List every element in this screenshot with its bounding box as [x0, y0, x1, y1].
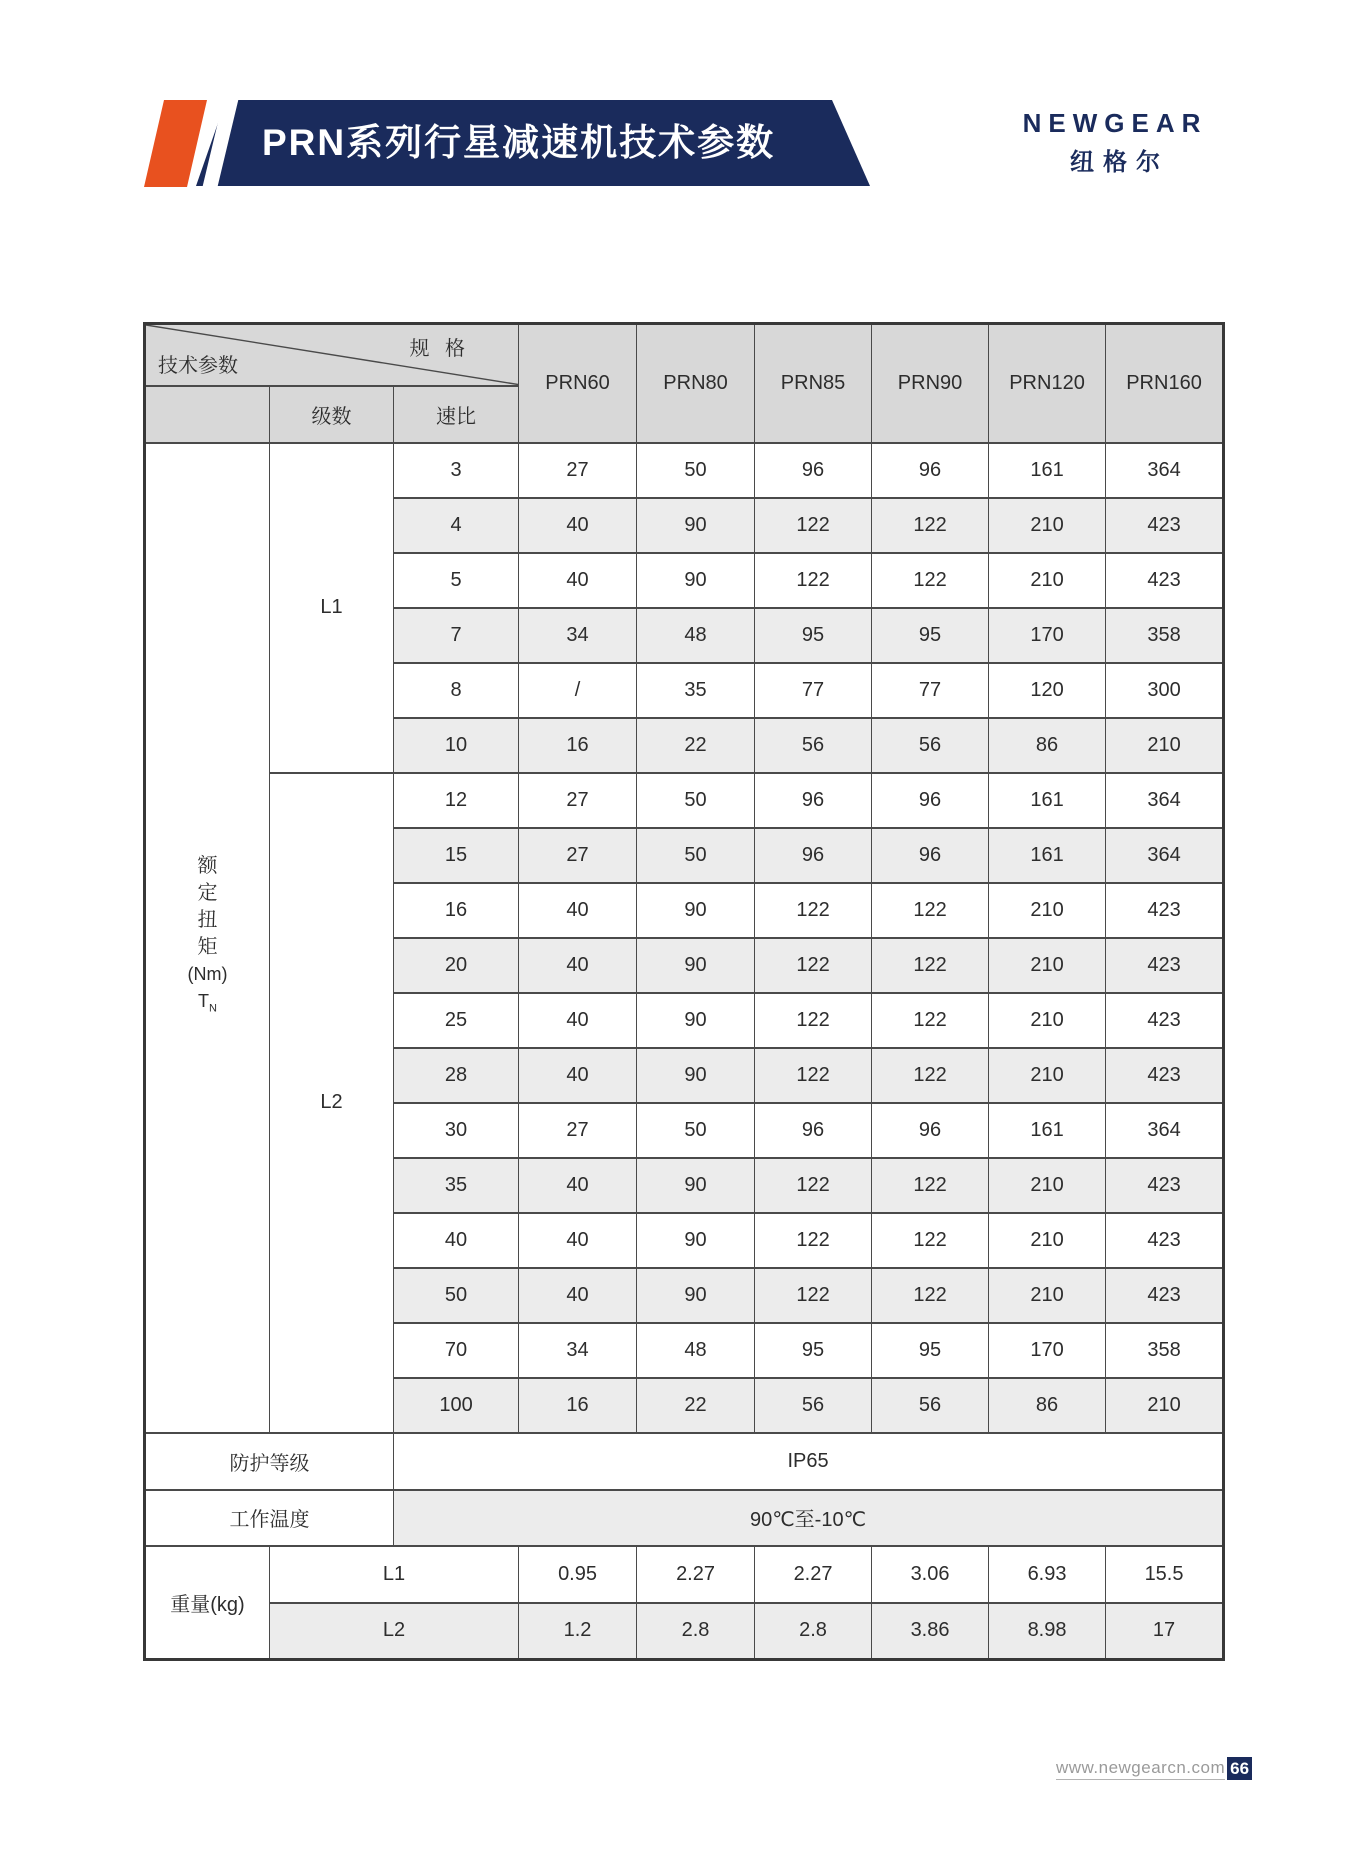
model-header-prn90: PRN90 — [872, 324, 989, 443]
torque-value: 90 — [637, 993, 755, 1048]
torque-value: 161 — [989, 1103, 1106, 1158]
torque-value: 40 — [519, 1213, 637, 1268]
torque-value: 96 — [755, 1103, 872, 1158]
torque-char: 额 — [197, 854, 218, 877]
ratio-value: 50 — [394, 1268, 519, 1323]
header-row-models — [145, 324, 1224, 386]
torque-value: 27 — [519, 443, 637, 498]
torque-value: 90 — [637, 938, 755, 993]
torque-value: 122 — [755, 1158, 872, 1213]
stage-label-l2: L2 — [270, 773, 394, 1433]
torque-value: 27 — [519, 828, 637, 883]
corner-params-label: 技术参数 — [158, 354, 238, 377]
torque-value: 16 — [519, 1378, 637, 1433]
weight-value: 1.2 — [519, 1603, 637, 1660]
torque-value: 56 — [872, 718, 989, 773]
torque-value: 122 — [872, 1158, 989, 1213]
torque-value: 90 — [637, 1158, 755, 1213]
ratio-value: 28 — [394, 1048, 519, 1103]
ratio-value: 30 — [394, 1103, 519, 1158]
ratio-value: 4 — [394, 498, 519, 553]
torque-value: 122 — [755, 938, 872, 993]
ratio-value: 15 — [394, 828, 519, 883]
torque-value: 210 — [989, 883, 1106, 938]
torque-value: 34 — [519, 608, 637, 663]
weight-value: 0.95 — [519, 1546, 637, 1603]
torque-value: 423 — [1106, 883, 1224, 938]
torque-value: 122 — [872, 1213, 989, 1268]
torque-value: 423 — [1106, 498, 1224, 553]
torque-value: 122 — [755, 553, 872, 608]
torque-value: 90 — [637, 553, 755, 608]
torque-value: 358 — [1106, 608, 1224, 663]
ratio-value: 100 — [394, 1378, 519, 1433]
torque-value: 40 — [519, 993, 637, 1048]
stage-header: 级数 — [270, 386, 394, 443]
protection-value: IP65 — [394, 1433, 1224, 1490]
torque-value: 16 — [519, 718, 637, 773]
spec-table — [143, 322, 1225, 1661]
torque-value: 210 — [989, 553, 1106, 608]
torque-value: 27 — [519, 1103, 637, 1158]
ratio-value: 3 — [394, 443, 519, 498]
weight-value: 17 — [1106, 1603, 1224, 1660]
torque-value: 161 — [989, 828, 1106, 883]
torque-symbol: $T_N$ — [198, 990, 217, 1015]
ratio-value: 40 — [394, 1213, 519, 1268]
torque-value: 40 — [519, 553, 637, 608]
torque-unit: (Nm) — [187, 963, 228, 984]
ratio-value: 70 — [394, 1323, 519, 1378]
torque-value: 210 — [989, 993, 1106, 1048]
torque-value: 96 — [755, 773, 872, 828]
torque-value: 300 — [1106, 663, 1224, 718]
ratio-value: 7 — [394, 608, 519, 663]
torque-value: 122 — [872, 1268, 989, 1323]
ratio-header: 速比 — [394, 386, 519, 443]
torque-value: 95 — [755, 608, 872, 663]
torque-value: 210 — [989, 1268, 1106, 1323]
torque-value: 423 — [1106, 1048, 1224, 1103]
page-number-badge: 66 — [1227, 1757, 1252, 1780]
ratio-value: 5 — [394, 553, 519, 608]
model-header-prn120: PRN120 — [989, 324, 1106, 443]
model-header-prn60: PRN60 — [519, 324, 637, 443]
torque-value: 50 — [637, 1103, 755, 1158]
brand-logo — [1003, 108, 1227, 177]
torque-value: 96 — [755, 828, 872, 883]
torque-value: 50 — [637, 828, 755, 883]
torque-value: 48 — [637, 1323, 755, 1378]
torque-value: 423 — [1106, 993, 1224, 1048]
model-header-prn80: PRN80 — [637, 324, 755, 443]
model-header-prn160: PRN160 — [1106, 324, 1224, 443]
weight-row — [145, 1546, 1224, 1603]
torque-value: 122 — [755, 1048, 872, 1103]
torque-value: 122 — [755, 1268, 872, 1323]
torque-value: 210 — [989, 1048, 1106, 1103]
spec-row — [145, 443, 1224, 498]
torque-value: 90 — [637, 498, 755, 553]
ratio-value: 10 — [394, 718, 519, 773]
torque-value: 210 — [1106, 718, 1224, 773]
torque-value: 50 — [637, 443, 755, 498]
weight-stage-l1: L1 — [270, 1546, 519, 1603]
torque-value: 90 — [637, 883, 755, 938]
torque-value: 40 — [519, 883, 637, 938]
torque-value: 90 — [637, 1213, 755, 1268]
torque-value: 122 — [872, 883, 989, 938]
torque-value: 40 — [519, 938, 637, 993]
torque-value: / — [519, 663, 637, 718]
weight-label: 重量(kg) — [145, 1546, 270, 1660]
weight-row — [145, 1603, 1224, 1660]
torque-value: 48 — [637, 608, 755, 663]
weight-stage-l2: L2 — [270, 1603, 519, 1660]
torque-value: 364 — [1106, 828, 1224, 883]
corner-spec-label: 规 格 — [409, 338, 471, 360]
torque-value: 96 — [872, 443, 989, 498]
torque-value: 364 — [1106, 1103, 1224, 1158]
torque-value: 27 — [519, 773, 637, 828]
torque-value: 35 — [637, 663, 755, 718]
torque-value: 161 — [989, 773, 1106, 828]
torque-value: 50 — [637, 773, 755, 828]
weight-value: 2.27 — [755, 1546, 872, 1603]
torque-value: 170 — [989, 1323, 1106, 1378]
torque-value: 122 — [755, 993, 872, 1048]
torque-value: 122 — [755, 498, 872, 553]
torque-value: 423 — [1106, 553, 1224, 608]
newgear-logo-text: NEWGEAR — [1022, 108, 1208, 138]
torque-value: 364 — [1106, 443, 1224, 498]
torque-value: 423 — [1106, 1213, 1224, 1268]
torque-value: 56 — [755, 1378, 872, 1433]
torque-value: 122 — [872, 938, 989, 993]
stage-label-l1: L1 — [270, 443, 394, 773]
corner-cell — [145, 324, 519, 386]
ratio-value: 8 — [394, 663, 519, 718]
ratio-value: 20 — [394, 938, 519, 993]
torque-value: 122 — [872, 1048, 989, 1103]
torque-value: 423 — [1106, 1158, 1224, 1213]
weight-value: 3.06 — [872, 1546, 989, 1603]
torque-value: 96 — [755, 443, 872, 498]
model-header-prn85: PRN85 — [755, 324, 872, 443]
torque-value: 95 — [872, 608, 989, 663]
page-title: PRN系列行星减速机技术参数 — [262, 122, 776, 163]
footer-url: www.newgearcn.com — [1056, 1758, 1225, 1780]
torque-value: 95 — [872, 1323, 989, 1378]
ratio-value: 25 — [394, 993, 519, 1048]
empty-header-cell — [145, 386, 270, 443]
weight-value: 2.8 — [755, 1603, 872, 1660]
spec-row — [145, 773, 1224, 828]
torque-value: 77 — [755, 663, 872, 718]
torque-value: 423 — [1106, 938, 1224, 993]
newgear-logo-chinese: 纽格尔 — [1070, 149, 1169, 176]
torque-value: 210 — [989, 1213, 1106, 1268]
ratio-value: 35 — [394, 1158, 519, 1213]
temperature-row — [145, 1490, 1224, 1546]
torque-value: 210 — [989, 1158, 1106, 1213]
torque-value: 56 — [755, 718, 872, 773]
torque-value: 77 — [872, 663, 989, 718]
torque-value: 122 — [755, 1213, 872, 1268]
torque-char: 矩 — [197, 935, 218, 958]
weight-value: 6.93 — [989, 1546, 1106, 1603]
protection-row — [145, 1433, 1224, 1490]
torque-value: 34 — [519, 1323, 637, 1378]
torque-value: 210 — [989, 938, 1106, 993]
torque-value: 90 — [637, 1268, 755, 1323]
torque-value: 96 — [872, 828, 989, 883]
page-footer — [1056, 1757, 1252, 1780]
torque-value: 40 — [519, 1158, 637, 1213]
torque-value: 120 — [989, 663, 1106, 718]
torque-value: 122 — [872, 498, 989, 553]
weight-value: 15.5 — [1106, 1546, 1224, 1603]
torque-value: 95 — [755, 1323, 872, 1378]
temperature-value: 90℃至-10℃ — [394, 1490, 1224, 1546]
torque-char: 扭 — [197, 908, 218, 931]
torque-value: 40 — [519, 1048, 637, 1103]
torque-value: 86 — [989, 718, 1106, 773]
protection-label: 防护等级 — [145, 1433, 394, 1490]
torque-axis-label — [145, 443, 270, 1433]
torque-value: 22 — [637, 718, 755, 773]
ratio-value: 12 — [394, 773, 519, 828]
torque-value: 96 — [872, 1103, 989, 1158]
torque-value: 122 — [872, 993, 989, 1048]
torque-value: 40 — [519, 498, 637, 553]
torque-value: 364 — [1106, 773, 1224, 828]
torque-value: 90 — [637, 1048, 755, 1103]
torque-value: 40 — [519, 1268, 637, 1323]
torque-value: 122 — [872, 553, 989, 608]
torque-value: 210 — [1106, 1378, 1224, 1433]
weight-value: 3.86 — [872, 1603, 989, 1660]
torque-symbol-sub: N — [209, 1002, 217, 1015]
ratio-value: 16 — [394, 883, 519, 938]
weight-value: 8.98 — [989, 1603, 1106, 1660]
torque-value: 86 — [989, 1378, 1106, 1433]
weight-value: 2.8 — [637, 1603, 755, 1660]
torque-value: 423 — [1106, 1268, 1224, 1323]
weight-value: 2.27 — [637, 1546, 755, 1603]
torque-value: 210 — [989, 498, 1106, 553]
torque-value: 170 — [989, 608, 1106, 663]
temperature-label: 工作温度 — [145, 1490, 394, 1546]
torque-value: 56 — [872, 1378, 989, 1433]
torque-value: 161 — [989, 443, 1106, 498]
torque-value: 122 — [755, 883, 872, 938]
torque-value: 22 — [637, 1378, 755, 1433]
torque-value: 358 — [1106, 1323, 1224, 1378]
torque-value: 96 — [872, 773, 989, 828]
torque-char: 定 — [197, 881, 218, 904]
